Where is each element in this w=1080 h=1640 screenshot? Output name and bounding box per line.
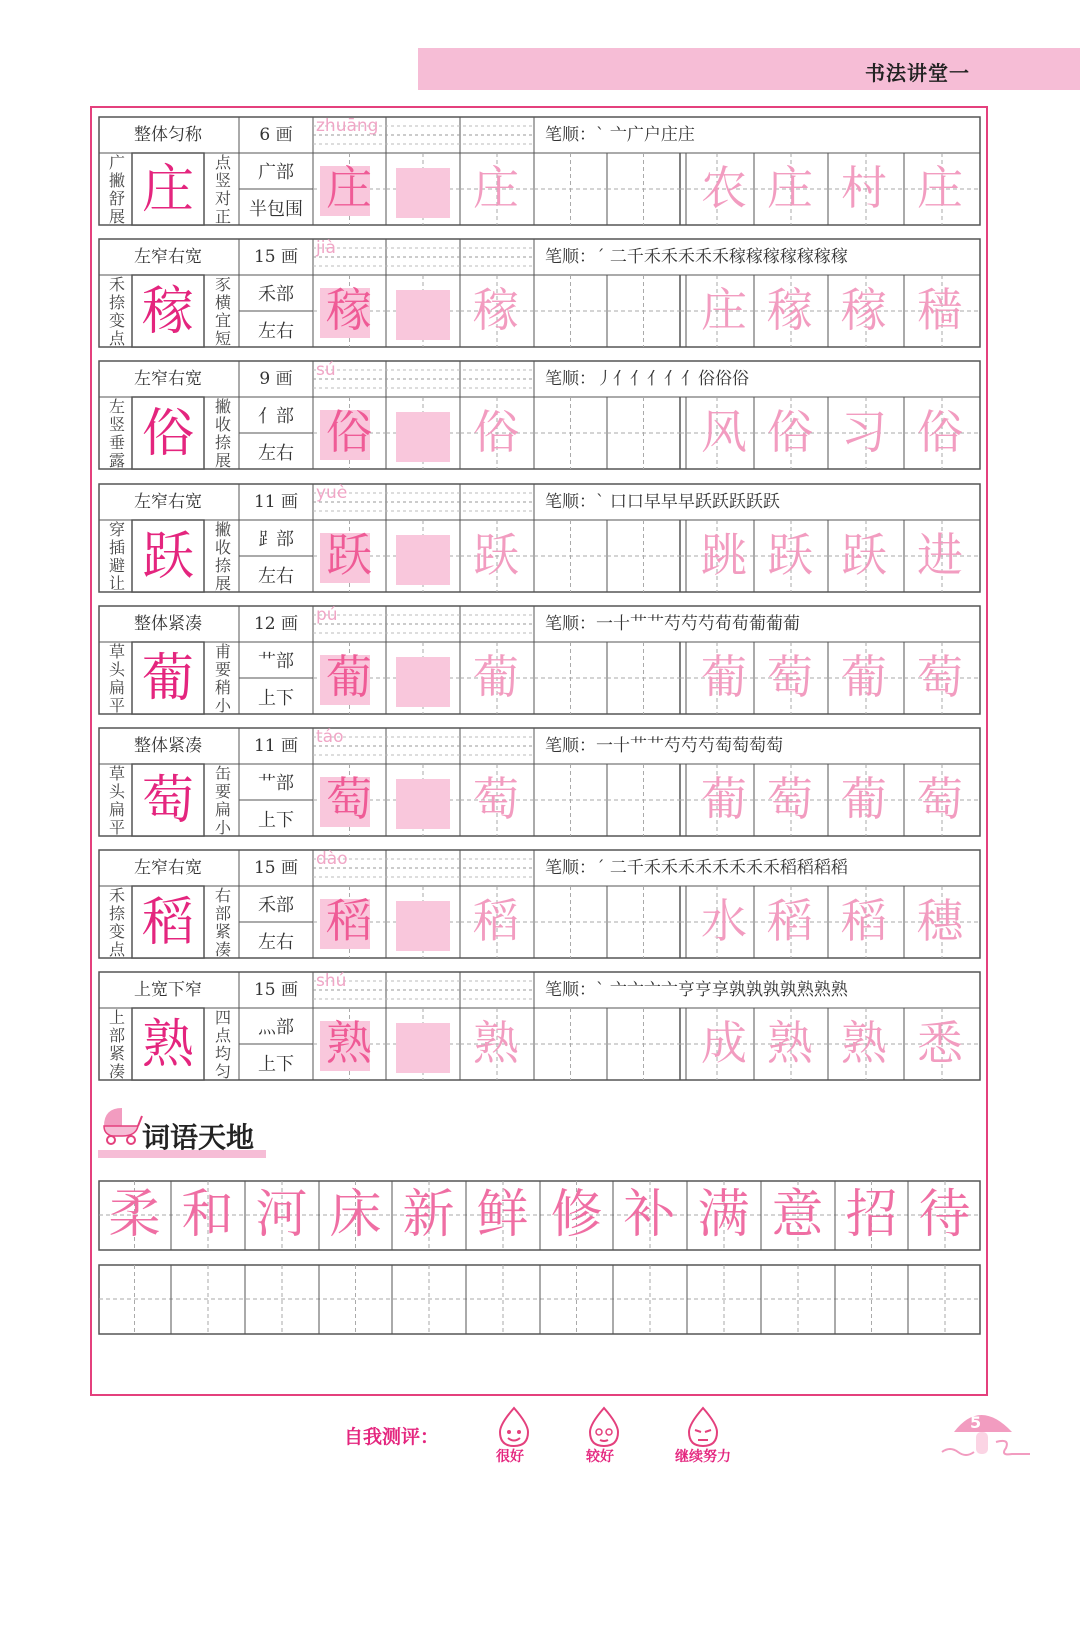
structure-style-label: 左窄右宽 [134, 369, 202, 389]
word-example-character: 稻 [841, 894, 887, 948]
left-tip: 草头扁平 [108, 764, 125, 837]
outline-character: 稼 [473, 283, 519, 337]
radical-highlight [396, 168, 450, 218]
word-example-character: 穑 [917, 283, 963, 337]
pinyin: táo [316, 727, 344, 747]
word-example-character: 葡 [841, 772, 887, 826]
word-example-character: 萄 [767, 650, 813, 704]
left-tip: 左竖垂露 [108, 397, 125, 470]
character-row [98, 116, 980, 226]
word-example-character: 跃 [767, 528, 813, 582]
stroke-order: 笔顺：丿亻亻亻亻亻俗俗俗 [545, 369, 749, 389]
left-tip: 广撇舒展 [108, 153, 125, 226]
trace-character: 庄 [326, 161, 372, 215]
radical: 广部 [258, 162, 294, 183]
stroke-count: 11 画 [253, 492, 299, 512]
model-character: 葡 [141, 649, 194, 709]
stroke-order: 笔顺：ˋ 口口早早早跃跃跃跃跃 [545, 492, 780, 512]
radical-highlight [396, 779, 450, 829]
structure-type: 半包围 [249, 199, 303, 220]
pinyin: pú [316, 605, 338, 625]
outline-character: 庄 [473, 161, 519, 215]
outline-character: 萄 [473, 772, 519, 826]
structure-style-label: 左窄右宽 [134, 858, 202, 878]
word-example-character: 悉 [917, 1016, 963, 1070]
word-character: 河 [255, 1185, 308, 1245]
trace-character: 稻 [326, 894, 372, 948]
rating-keep-trying: 继续努力 [675, 1449, 731, 1465]
stroke-count: 15 画 [253, 858, 299, 878]
word-example-character: 萄 [917, 772, 963, 826]
page-number: 5 [970, 1413, 982, 1432]
model-character: 稼 [141, 282, 194, 342]
model-character: 熟 [141, 1015, 194, 1075]
stroke-order: 笔顺：ˊ 二千禾禾禾禾禾禾禾禾稻稻稻稻 [545, 858, 848, 878]
word-character: 柔 [108, 1185, 161, 1245]
rating-very-good: 很好 [496, 1449, 524, 1465]
word-example-character: 熟 [767, 1016, 813, 1070]
stroke-count: 12 画 [253, 614, 299, 634]
stroller-icon [98, 1102, 144, 1146]
pinyin: sú [316, 360, 336, 380]
character-row [98, 605, 980, 715]
right-tip: 撇收捺展 [214, 520, 231, 593]
radical-highlight [396, 1023, 450, 1073]
outline-character: 葡 [473, 650, 519, 704]
stroke-count: 6 画 [259, 125, 293, 145]
word-example-character: 熟 [841, 1016, 887, 1070]
trace-character: 俗 [326, 405, 372, 459]
word-character: 修 [550, 1185, 603, 1245]
radical: 艹部 [258, 651, 294, 672]
word-example-character: 稼 [841, 283, 887, 337]
radical: 艹部 [258, 773, 294, 794]
stroke-count: 15 画 [253, 980, 299, 1000]
character-row [98, 971, 980, 1081]
structure-type: 左右 [258, 566, 294, 587]
word-example-character: 稻 [767, 894, 813, 948]
radical: 禾部 [258, 895, 294, 916]
outline-character: 稻 [473, 894, 519, 948]
radical-highlight [396, 535, 450, 585]
model-character: 跃 [141, 527, 194, 587]
word-example-character: 穗 [917, 894, 963, 948]
trace-character: 跃 [326, 528, 372, 582]
trace-character: 萄 [326, 772, 372, 826]
trace-character: 葡 [326, 650, 372, 704]
self-assessment-label: 自我测评： [344, 1426, 440, 1448]
structure-type: 上下 [258, 1054, 294, 1075]
word-example-character: 萄 [767, 772, 813, 826]
left-tip: 穿插避让 [108, 520, 125, 593]
word-example-character: 成 [701, 1016, 747, 1070]
right-tip: 豕横宜短 [214, 275, 231, 348]
word-example-character: 俗 [767, 405, 813, 459]
right-tip: 甫要稍小 [214, 642, 231, 715]
radical: ⻊部 [258, 529, 294, 550]
header-band [418, 48, 1080, 90]
radical-highlight [396, 901, 450, 951]
model-character: 俗 [141, 404, 194, 464]
word-example-character: 风 [701, 405, 747, 459]
word-character: 和 [181, 1185, 234, 1245]
word-example-character: 水 [701, 894, 747, 948]
pinyin: dào [316, 849, 348, 869]
character-row [98, 849, 980, 959]
radical-highlight [396, 290, 450, 340]
page-title: 书法讲堂一 [865, 61, 970, 85]
structure-style-label: 左窄右宽 [134, 247, 202, 267]
keep-trying-face-icon[interactable] [683, 1406, 723, 1448]
word-example-character: 庄 [917, 161, 963, 215]
word-example-character: 庄 [701, 283, 747, 337]
left-tip: 草头扁平 [108, 642, 125, 715]
pinyin: yuè [316, 483, 348, 503]
radical-highlight [396, 412, 450, 462]
outline-character: 俗 [473, 405, 519, 459]
word-character: 补 [623, 1185, 676, 1245]
word-example-character: 跳 [701, 528, 747, 582]
radical: 灬部 [258, 1017, 294, 1038]
stroke-order: 笔顺：一十艹艹芍芍芍荀荀葡葡葡 [545, 614, 800, 634]
structure-style-label: 上宽下窄 [134, 980, 202, 1000]
stroke-count: 11 画 [253, 736, 299, 756]
word-character: 鲜 [476, 1185, 529, 1245]
right-tip: 点竖对正 [214, 153, 231, 226]
radical-highlight [396, 657, 450, 707]
right-tip: 撇收捺展 [214, 397, 231, 470]
model-character: 稻 [141, 893, 194, 953]
structure-type: 上下 [258, 688, 294, 709]
structure-style-label: 整体匀称 [134, 125, 202, 145]
pinyin: zhuāng [316, 116, 379, 136]
outline-character: 熟 [473, 1016, 519, 1070]
word-example-character: 跃 [841, 528, 887, 582]
word-example-character: 庄 [767, 161, 813, 215]
structure-type: 左右 [258, 321, 294, 342]
left-tip: 禾捺变点 [108, 886, 125, 959]
radical: 禾部 [258, 284, 294, 305]
section-title: 词语天地 [142, 1121, 255, 1154]
left-tip: 上部紧凑 [108, 1008, 125, 1081]
word-example-character: 萄 [917, 650, 963, 704]
stroke-count: 9 画 [259, 369, 293, 389]
structure-type: 左右 [258, 443, 294, 464]
word-example-character: 葡 [701, 772, 747, 826]
word-example-character: 村 [841, 161, 887, 215]
stroke-order: 笔顺：一十艹艹芍芍芍萄萄萄萄 [545, 736, 783, 756]
rating-good: 较好 [586, 1449, 614, 1465]
word-character: 新 [402, 1185, 455, 1245]
right-tip: 缶要扁小 [214, 764, 231, 837]
structure-style-label: 左窄右宽 [134, 492, 202, 512]
word-example-character: 稼 [767, 283, 813, 337]
right-tip: 四点均匀 [214, 1008, 231, 1081]
word-character: 床 [329, 1185, 382, 1245]
stroke-order: 笔顺：ˊ 二千禾禾禾禾禾稼稼稼稼稼稼稼 [545, 247, 848, 267]
trace-character: 稼 [326, 283, 372, 337]
word-example-character: 习 [841, 405, 887, 459]
structure-style-label: 整体紧凑 [134, 736, 202, 756]
pinyin: jià [316, 238, 336, 258]
trace-character: 熟 [326, 1016, 372, 1070]
stroke-count: 15 画 [253, 247, 299, 267]
stroke-order: 笔顺：ˋ 亠亠亠亠亨亨享孰孰孰孰熟熟熟 [545, 980, 848, 1000]
structure-type: 左右 [258, 932, 294, 953]
good-face-icon[interactable] [584, 1406, 624, 1448]
stroke-order: 笔顺：ˋ 亠广户庄庄 [545, 125, 695, 145]
word-example-character: 俗 [917, 405, 963, 459]
right-tip: 右部紧凑 [214, 886, 231, 959]
word-example-character: 进 [917, 528, 963, 582]
character-row [98, 360, 980, 470]
outline-character: 跃 [473, 528, 519, 582]
model-character: 庄 [141, 160, 194, 220]
character-row [98, 727, 980, 837]
pinyin: shú [316, 971, 347, 991]
word-example-character: 葡 [701, 650, 747, 704]
word-character: 满 [697, 1185, 750, 1245]
character-row [98, 238, 980, 348]
word-character: 招 [845, 1185, 898, 1245]
mushroom-page-icon [940, 1402, 1040, 1472]
left-tip: 禾捺变点 [108, 275, 125, 348]
word-example-character: 葡 [841, 650, 887, 704]
model-character: 萄 [141, 771, 194, 831]
very-good-face-icon[interactable] [494, 1406, 534, 1448]
word-example-character: 农 [701, 161, 747, 215]
character-row [98, 483, 980, 593]
word-character: 待 [918, 1185, 971, 1245]
structure-type: 上下 [258, 810, 294, 831]
radical: 亻部 [258, 406, 294, 427]
word-character: 意 [771, 1185, 824, 1245]
structure-style-label: 整体紧凑 [134, 614, 202, 634]
